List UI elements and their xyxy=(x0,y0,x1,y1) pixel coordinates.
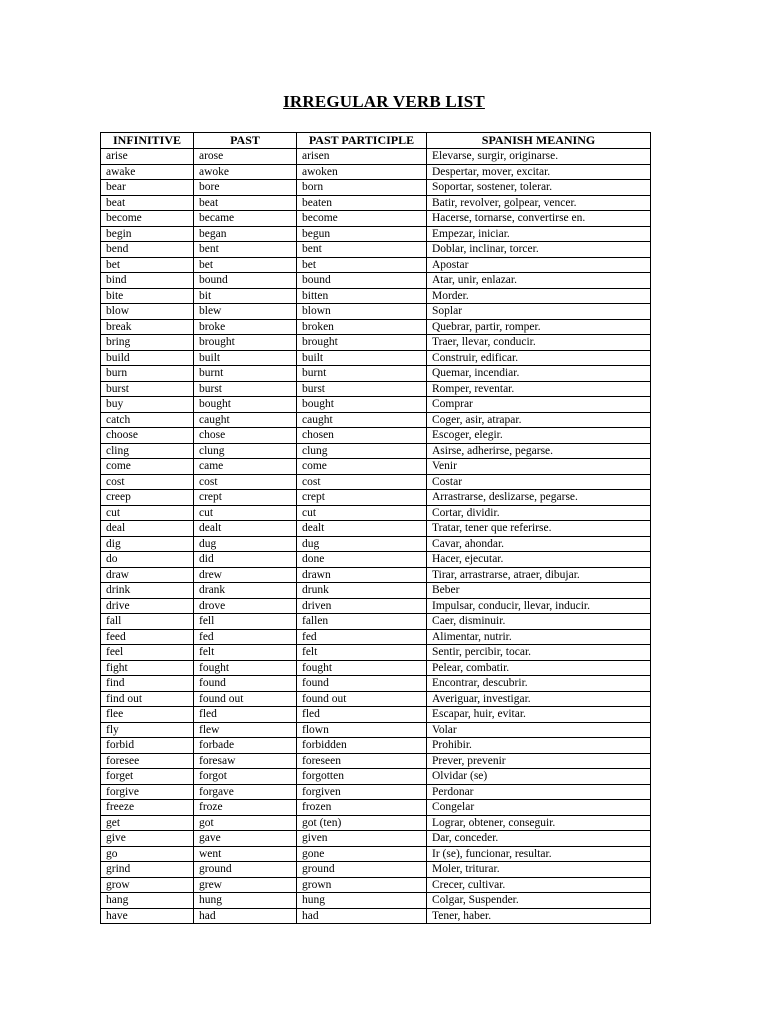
past-cell: clung xyxy=(194,443,297,459)
spanish-meaning-cell: Despertar, mover, excitar. xyxy=(427,164,651,180)
spanish-meaning-cell: Crecer, cultivar. xyxy=(427,877,651,893)
table-row xyxy=(101,180,651,196)
past-participle-cell: fed xyxy=(297,629,427,645)
past-participle-cell: come xyxy=(297,459,427,475)
past-cell: arose xyxy=(194,149,297,165)
past-participle-cell: grown xyxy=(297,877,427,893)
past-participle-cell: caught xyxy=(297,412,427,428)
infinitive-cell: cling xyxy=(101,443,194,459)
past-participle-cell: built xyxy=(297,350,427,366)
spanish-meaning-cell: Escapar, huir, evitar. xyxy=(427,707,651,723)
past-cell: brought xyxy=(194,335,297,351)
table-row xyxy=(101,660,651,676)
infinitive-cell: feel xyxy=(101,645,194,661)
past-participle-cell: bitten xyxy=(297,288,427,304)
table-row xyxy=(101,397,651,413)
table-row xyxy=(101,908,651,924)
table-row xyxy=(101,738,651,754)
spanish-meaning-cell: Asirse, adherirse, pegarse. xyxy=(427,443,651,459)
past-cell: fell xyxy=(194,614,297,630)
infinitive-cell: drive xyxy=(101,598,194,614)
infinitive-cell: find xyxy=(101,676,194,692)
past-participle-cell: had xyxy=(297,908,427,924)
spanish-meaning-cell: Soplar xyxy=(427,304,651,320)
past-participle-cell: chosen xyxy=(297,428,427,444)
past-participle-cell: flown xyxy=(297,722,427,738)
table-row xyxy=(101,862,651,878)
spanish-meaning-cell: Arrastrarse, deslizarse, pegarse. xyxy=(427,490,651,506)
table-row xyxy=(101,242,651,258)
table-row xyxy=(101,428,651,444)
spanish-meaning-cell: Prever, prevenir xyxy=(427,753,651,769)
spanish-meaning-cell: Pelear, combatir. xyxy=(427,660,651,676)
spanish-meaning-cell: Hacer, ejecutar. xyxy=(427,552,651,568)
column-header-past: PAST xyxy=(194,133,297,149)
past-cell: got xyxy=(194,815,297,831)
past-cell: foresaw xyxy=(194,753,297,769)
past-cell: dug xyxy=(194,536,297,552)
past-cell: flew xyxy=(194,722,297,738)
infinitive-cell: catch xyxy=(101,412,194,428)
spanish-meaning-cell: Coger, asir, atrapar. xyxy=(427,412,651,428)
infinitive-cell: fly xyxy=(101,722,194,738)
infinitive-cell: hang xyxy=(101,893,194,909)
spanish-meaning-cell: Cavar, ahondar. xyxy=(427,536,651,552)
table-row xyxy=(101,288,651,304)
infinitive-cell: have xyxy=(101,908,194,924)
infinitive-cell: awake xyxy=(101,164,194,180)
past-cell: burnt xyxy=(194,366,297,382)
infinitive-cell: bear xyxy=(101,180,194,196)
past-participle-cell: begun xyxy=(297,226,427,242)
table-row xyxy=(101,195,651,211)
table-row xyxy=(101,443,651,459)
past-cell: cut xyxy=(194,505,297,521)
infinitive-cell: build xyxy=(101,350,194,366)
infinitive-cell: arise xyxy=(101,149,194,165)
past-cell: hung xyxy=(194,893,297,909)
past-participle-cell: driven xyxy=(297,598,427,614)
past-cell: felt xyxy=(194,645,297,661)
table-row xyxy=(101,257,651,273)
infinitive-cell: fall xyxy=(101,614,194,630)
infinitive-cell: forbid xyxy=(101,738,194,754)
past-participle-cell: forbidden xyxy=(297,738,427,754)
past-cell: bought xyxy=(194,397,297,413)
table-row xyxy=(101,304,651,320)
spanish-meaning-cell: Sentir, percibir, tocar. xyxy=(427,645,651,661)
spanish-meaning-cell: Soportar, sostener, tolerar. xyxy=(427,180,651,196)
past-cell: found out xyxy=(194,691,297,707)
table-header-row xyxy=(101,133,651,149)
table-row xyxy=(101,350,651,366)
spanish-meaning-cell: Tener, haber. xyxy=(427,908,651,924)
spanish-meaning-cell: Tirar, arrastrarse, atraer, dibujar. xyxy=(427,567,651,583)
table-row xyxy=(101,505,651,521)
infinitive-cell: blow xyxy=(101,304,194,320)
infinitive-cell: come xyxy=(101,459,194,475)
spanish-meaning-cell: Moler, triturar. xyxy=(427,862,651,878)
past-participle-cell: brought xyxy=(297,335,427,351)
past-participle-cell: beaten xyxy=(297,195,427,211)
table-row xyxy=(101,366,651,382)
infinitive-cell: begin xyxy=(101,226,194,242)
infinitive-cell: bet xyxy=(101,257,194,273)
table-row xyxy=(101,769,651,785)
infinitive-cell: break xyxy=(101,319,194,335)
past-participle-cell: found out xyxy=(297,691,427,707)
past-cell: bet xyxy=(194,257,297,273)
spanish-meaning-cell: Venir xyxy=(427,459,651,475)
table-row xyxy=(101,753,651,769)
past-participle-cell: crept xyxy=(297,490,427,506)
table-row xyxy=(101,629,651,645)
spanish-meaning-cell: Apostar xyxy=(427,257,651,273)
spanish-meaning-cell: Beber xyxy=(427,583,651,599)
infinitive-cell: draw xyxy=(101,567,194,583)
past-participle-cell: arisen xyxy=(297,149,427,165)
spanish-meaning-cell: Encontrar, descubrir. xyxy=(427,676,651,692)
past-cell: ground xyxy=(194,862,297,878)
past-cell: beat xyxy=(194,195,297,211)
spanish-meaning-cell: Tratar, tener que referirse. xyxy=(427,521,651,537)
infinitive-cell: foresee xyxy=(101,753,194,769)
past-participle-cell: blown xyxy=(297,304,427,320)
spanish-meaning-cell: Empezar, iniciar. xyxy=(427,226,651,242)
table-row xyxy=(101,645,651,661)
past-cell: did xyxy=(194,552,297,568)
table-row xyxy=(101,319,651,335)
past-participle-cell: broken xyxy=(297,319,427,335)
table-row xyxy=(101,831,651,847)
past-participle-cell: cost xyxy=(297,474,427,490)
table-row xyxy=(101,598,651,614)
past-participle-cell: fallen xyxy=(297,614,427,630)
table-row xyxy=(101,877,651,893)
past-cell: fought xyxy=(194,660,297,676)
page-title: IRREGULAR VERB LIST xyxy=(283,92,485,111)
past-participle-cell: become xyxy=(297,211,427,227)
past-participle-cell: awoken xyxy=(297,164,427,180)
table-row xyxy=(101,893,651,909)
past-cell: found xyxy=(194,676,297,692)
infinitive-cell: fight xyxy=(101,660,194,676)
spanish-meaning-cell: Impulsar, conducir, llevar, inducir. xyxy=(427,598,651,614)
spanish-meaning-cell: Lograr, obtener, conseguir. xyxy=(427,815,651,831)
past-participle-cell: bought xyxy=(297,397,427,413)
past-cell: bore xyxy=(194,180,297,196)
past-cell: bent xyxy=(194,242,297,258)
past-cell: grew xyxy=(194,877,297,893)
spanish-meaning-cell: Morder. xyxy=(427,288,651,304)
infinitive-cell: feed xyxy=(101,629,194,645)
spanish-meaning-cell: Doblar, inclinar, torcer. xyxy=(427,242,651,258)
infinitive-cell: choose xyxy=(101,428,194,444)
table-row xyxy=(101,722,651,738)
past-participle-cell: gone xyxy=(297,846,427,862)
past-cell: forgave xyxy=(194,784,297,800)
table-row xyxy=(101,521,651,537)
infinitive-cell: bind xyxy=(101,273,194,289)
past-cell: drank xyxy=(194,583,297,599)
infinitive-cell: freeze xyxy=(101,800,194,816)
past-participle-cell: bet xyxy=(297,257,427,273)
table-row xyxy=(101,707,651,723)
past-cell: blew xyxy=(194,304,297,320)
infinitive-cell: go xyxy=(101,846,194,862)
past-participle-cell: born xyxy=(297,180,427,196)
spanish-meaning-cell: Olvidar (se) xyxy=(427,769,651,785)
table-row xyxy=(101,474,651,490)
spanish-meaning-cell: Perdonar xyxy=(427,784,651,800)
infinitive-cell: beat xyxy=(101,195,194,211)
infinitive-cell: drink xyxy=(101,583,194,599)
spanish-meaning-cell: Quebrar, partir, romper. xyxy=(427,319,651,335)
past-cell: fled xyxy=(194,707,297,723)
past-participle-cell: done xyxy=(297,552,427,568)
spanish-meaning-cell: Comprar xyxy=(427,397,651,413)
infinitive-cell: give xyxy=(101,831,194,847)
past-cell: drew xyxy=(194,567,297,583)
table-row xyxy=(101,567,651,583)
infinitive-cell: bring xyxy=(101,335,194,351)
past-participle-cell: clung xyxy=(297,443,427,459)
spanish-meaning-cell: Prohibir. xyxy=(427,738,651,754)
past-participle-cell: got (ten) xyxy=(297,815,427,831)
past-participle-cell: cut xyxy=(297,505,427,521)
infinitive-cell: do xyxy=(101,552,194,568)
spanish-meaning-cell: Traer, llevar, conducir. xyxy=(427,335,651,351)
spanish-meaning-cell: Ir (se), funcionar, resultar. xyxy=(427,846,651,862)
table-row xyxy=(101,536,651,552)
past-cell: drove xyxy=(194,598,297,614)
past-participle-cell: felt xyxy=(297,645,427,661)
table-row xyxy=(101,226,651,242)
table-row xyxy=(101,412,651,428)
past-cell: began xyxy=(194,226,297,242)
table-row xyxy=(101,614,651,630)
past-participle-cell: drawn xyxy=(297,567,427,583)
infinitive-cell: forgive xyxy=(101,784,194,800)
spanish-meaning-cell: Averiguar, investigar. xyxy=(427,691,651,707)
table-row xyxy=(101,164,651,180)
infinitive-cell: get xyxy=(101,815,194,831)
past-participle-cell: fled xyxy=(297,707,427,723)
past-participle-cell: dug xyxy=(297,536,427,552)
infinitive-cell: find out xyxy=(101,691,194,707)
past-participle-cell: fought xyxy=(297,660,427,676)
past-cell: came xyxy=(194,459,297,475)
past-cell: dealt xyxy=(194,521,297,537)
table-row xyxy=(101,815,651,831)
past-cell: built xyxy=(194,350,297,366)
infinitive-cell: cost xyxy=(101,474,194,490)
spanish-meaning-cell: Costar xyxy=(427,474,651,490)
past-participle-cell: dealt xyxy=(297,521,427,537)
past-participle-cell: bent xyxy=(297,242,427,258)
column-header-past-participle: PAST PARTICIPLE xyxy=(297,133,427,149)
past-cell: fed xyxy=(194,629,297,645)
past-cell: froze xyxy=(194,800,297,816)
past-cell: had xyxy=(194,908,297,924)
past-participle-cell: frozen xyxy=(297,800,427,816)
past-cell: burst xyxy=(194,381,297,397)
table-row xyxy=(101,676,651,692)
past-participle-cell: drunk xyxy=(297,583,427,599)
past-cell: caught xyxy=(194,412,297,428)
spanish-meaning-cell: Construir, edificar. xyxy=(427,350,651,366)
past-participle-cell: burst xyxy=(297,381,427,397)
infinitive-cell: forget xyxy=(101,769,194,785)
table-row xyxy=(101,211,651,227)
infinitive-cell: deal xyxy=(101,521,194,537)
past-participle-cell: given xyxy=(297,831,427,847)
spanish-meaning-cell: Batir, revolver, golpear, vencer. xyxy=(427,195,651,211)
table-row xyxy=(101,335,651,351)
spanish-meaning-cell: Quemar, incendiar. xyxy=(427,366,651,382)
past-cell: bit xyxy=(194,288,297,304)
infinitive-cell: cut xyxy=(101,505,194,521)
infinitive-cell: become xyxy=(101,211,194,227)
infinitive-cell: bend xyxy=(101,242,194,258)
past-participle-cell: burnt xyxy=(297,366,427,382)
table-row xyxy=(101,490,651,506)
table-row xyxy=(101,691,651,707)
table-row xyxy=(101,846,651,862)
spanish-meaning-cell: Elevarse, surgir, originarse. xyxy=(427,149,651,165)
spanish-meaning-cell: Alimentar, nutrir. xyxy=(427,629,651,645)
column-header-infinitive: INFINITIVE xyxy=(101,133,194,149)
infinitive-cell: burn xyxy=(101,366,194,382)
past-cell: forgot xyxy=(194,769,297,785)
past-cell: awoke xyxy=(194,164,297,180)
spanish-meaning-cell: Colgar, Suspender. xyxy=(427,893,651,909)
past-participle-cell: bound xyxy=(297,273,427,289)
past-participle-cell: forgotten xyxy=(297,769,427,785)
infinitive-cell: grind xyxy=(101,862,194,878)
table-row xyxy=(101,273,651,289)
verb-table xyxy=(100,132,651,924)
infinitive-cell: grow xyxy=(101,877,194,893)
spanish-meaning-cell: Escoger, elegir. xyxy=(427,428,651,444)
past-participle-cell: ground xyxy=(297,862,427,878)
table-row xyxy=(101,583,651,599)
table-body xyxy=(101,149,651,924)
table-row xyxy=(101,459,651,475)
past-participle-cell: hung xyxy=(297,893,427,909)
past-cell: crept xyxy=(194,490,297,506)
infinitive-cell: dig xyxy=(101,536,194,552)
table-row xyxy=(101,149,651,165)
past-cell: bound xyxy=(194,273,297,289)
spanish-meaning-cell: Caer, disminuir. xyxy=(427,614,651,630)
past-participle-cell: forgiven xyxy=(297,784,427,800)
spanish-meaning-cell: Romper, reventar. xyxy=(427,381,651,397)
past-participle-cell: found xyxy=(297,676,427,692)
spanish-meaning-cell: Cortar, dividir. xyxy=(427,505,651,521)
spanish-meaning-cell: Hacerse, tornarse, convertirse en. xyxy=(427,211,651,227)
past-cell: gave xyxy=(194,831,297,847)
infinitive-cell: bite xyxy=(101,288,194,304)
infinitive-cell: buy xyxy=(101,397,194,413)
spanish-meaning-cell: Congelar xyxy=(427,800,651,816)
infinitive-cell: flee xyxy=(101,707,194,723)
past-cell: became xyxy=(194,211,297,227)
past-cell: went xyxy=(194,846,297,862)
past-participle-cell: foreseen xyxy=(297,753,427,769)
infinitive-cell: creep xyxy=(101,490,194,506)
past-cell: forbade xyxy=(194,738,297,754)
infinitive-cell: burst xyxy=(101,381,194,397)
table-row xyxy=(101,800,651,816)
spanish-meaning-cell: Atar, unir, enlazar. xyxy=(427,273,651,289)
past-cell: broke xyxy=(194,319,297,335)
spanish-meaning-cell: Volar xyxy=(427,722,651,738)
table-row xyxy=(101,381,651,397)
column-header-spanish-meaning: SPANISH MEANING xyxy=(427,133,651,149)
past-cell: chose xyxy=(194,428,297,444)
spanish-meaning-cell: Dar, conceder. xyxy=(427,831,651,847)
table-row xyxy=(101,552,651,568)
table-row xyxy=(101,784,651,800)
past-cell: cost xyxy=(194,474,297,490)
